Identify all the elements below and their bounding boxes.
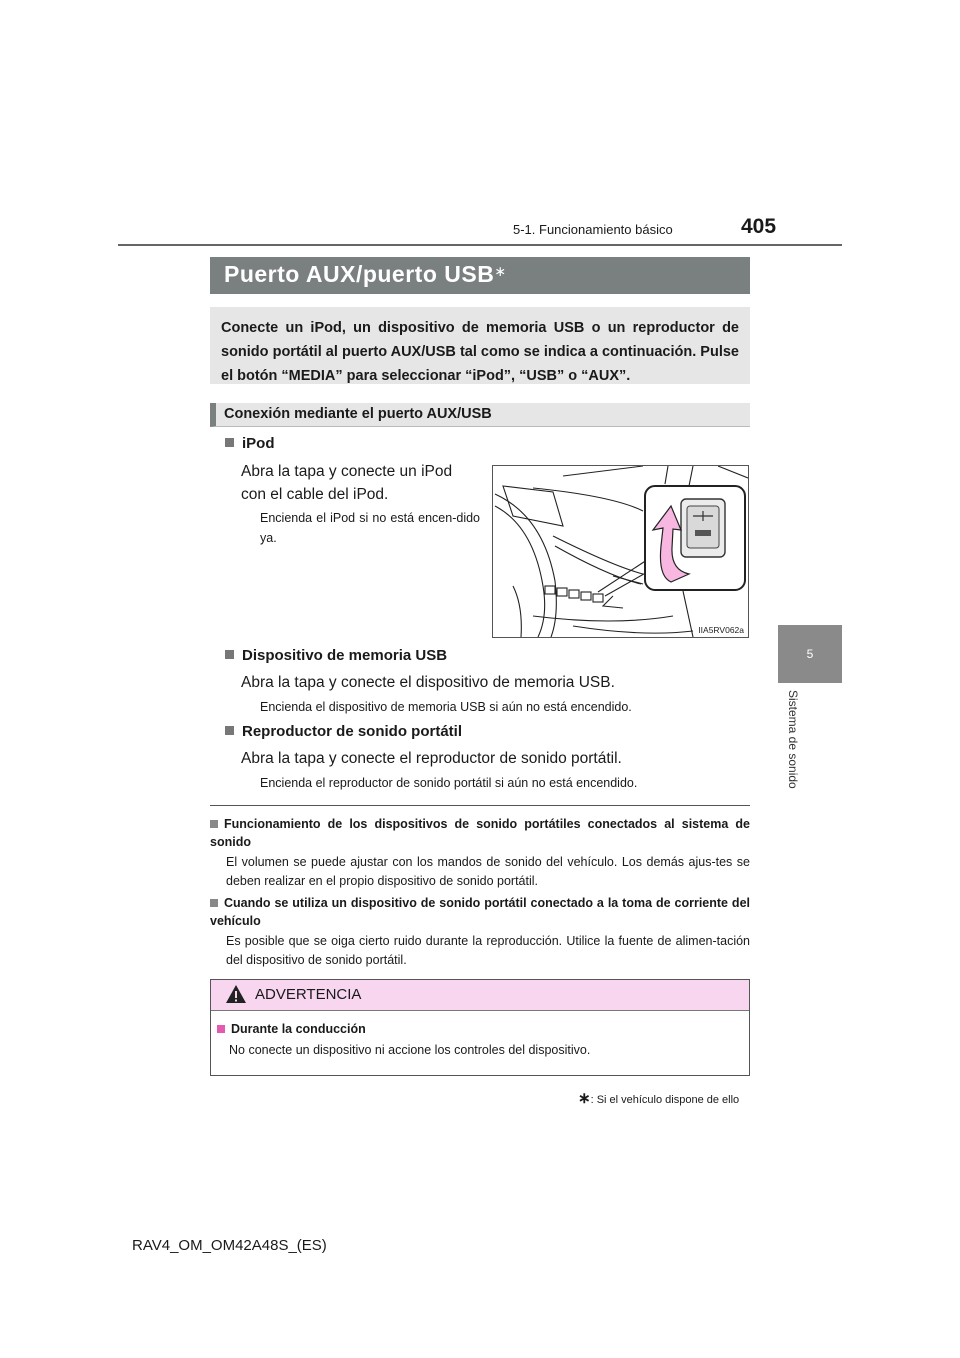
page-title-bar: [210, 257, 750, 294]
intro-box: Conecte un iPod, un dispositivo de memoria USB o un reproductor de sonido portátil al puerto AUX/USB tal como se indica a continuación. Pulse el botón “MEDIA” para seleccionar “iPod”, “USB” o “AUX”.: [210, 307, 750, 384]
section-header-bar: [210, 403, 750, 427]
chapter-title-vertical: Sistema de sonido: [786, 690, 800, 789]
warning-subheading: [217, 1022, 366, 1036]
chapter-tab: [778, 625, 842, 683]
header-section-title: 5-1. Funcionamiento básico: [513, 222, 673, 237]
item-heading-text: iPod: [242, 435, 275, 452]
footnote: [578, 1089, 739, 1107]
chapter-number: 5: [806, 647, 814, 661]
square-bullet-icon: [210, 899, 218, 907]
item-heading-ipod: [225, 435, 275, 452]
item-text-ipod: Abra la tapa y conecte un iPod con el cable del iPod.: [241, 463, 453, 503]
item-note-ipod: Encienda el iPod si no está encen-dido ya.: [260, 511, 480, 545]
square-bullet-icon: [210, 820, 218, 828]
warning-header: [211, 980, 749, 1011]
header-divider: [118, 244, 842, 246]
info-heading-text: Cuando se utiliza un dispositivo de sonido portátil conectado a la toma de corriente del vehículo: [210, 896, 750, 928]
section-divider: [210, 805, 750, 806]
page-title-text: Puerto AUX/puerto USB: [224, 261, 495, 287]
warning-triangle-icon: [225, 984, 247, 1004]
item-heading-portable: [225, 723, 462, 740]
info-heading-text: Funcionamiento de los dispositivos de sonido portátiles conectados al sistema de sonido: [210, 817, 750, 849]
section-title: Conexión mediante el puerto AUX/USB: [224, 406, 492, 422]
info-heading-2: [210, 894, 750, 930]
document-code: RAV4_OM_OM42A48S_(ES): [132, 1237, 327, 1254]
warning-body: No conecte un dispositivo ni accione los controles del dispositivo.: [229, 1043, 591, 1057]
item-heading-usb: [225, 647, 447, 664]
info-body-2: Es posible que se oiga cierto ruido durante la reproducción. Utilice la fuente de alimen-tación del dispositivo de sonido portátil.: [226, 934, 750, 967]
warning-title: ADVERTENCIA: [255, 986, 362, 1003]
page-number: 405: [741, 215, 777, 238]
warning-subheading-text: Durante la conducción: [231, 1022, 366, 1036]
figure-code: IIA5RV062a: [698, 625, 744, 635]
item-heading-text: Dispositivo de memoria USB: [242, 647, 448, 664]
item-text-usb: Abra la tapa y conecte el dispositivo de memoria USB.: [241, 674, 615, 691]
item-text-portable: Abra la tapa y conecte el reproductor de sonido portátil.: [241, 750, 622, 767]
item-note-usb: Encienda el dispositivo de memoria USB si aún no está encendido.: [260, 700, 632, 714]
pink-square-bullet-icon: [217, 1025, 225, 1033]
info-heading-1: [210, 815, 750, 851]
item-note-portable: Encienda el reproductor de sonido portátil si aún no está encendido.: [260, 776, 638, 790]
square-bullet-icon: [225, 650, 234, 659]
warning-box: [210, 979, 750, 1076]
info-body-1: El volumen se puede ajustar con los mandos de sonido del vehículo. Los demás ajus-tes se deben realizar en el propio dispositivo de sonido portátil.: [226, 855, 750, 888]
footnote-mark: ∗: [494, 263, 507, 279]
dashboard-usb-port-drawing: [493, 466, 748, 637]
item-heading-text: Reproductor de sonido portátil: [242, 723, 462, 740]
usb-port-illustration: [492, 465, 749, 638]
page-title: [224, 261, 507, 288]
square-bullet-icon: [225, 726, 234, 735]
footnote-text: : Si el vehículo dispone de ello: [590, 1094, 740, 1106]
square-bullet-icon: [225, 438, 234, 447]
footnote-asterisk: ∗: [578, 1090, 591, 1107]
